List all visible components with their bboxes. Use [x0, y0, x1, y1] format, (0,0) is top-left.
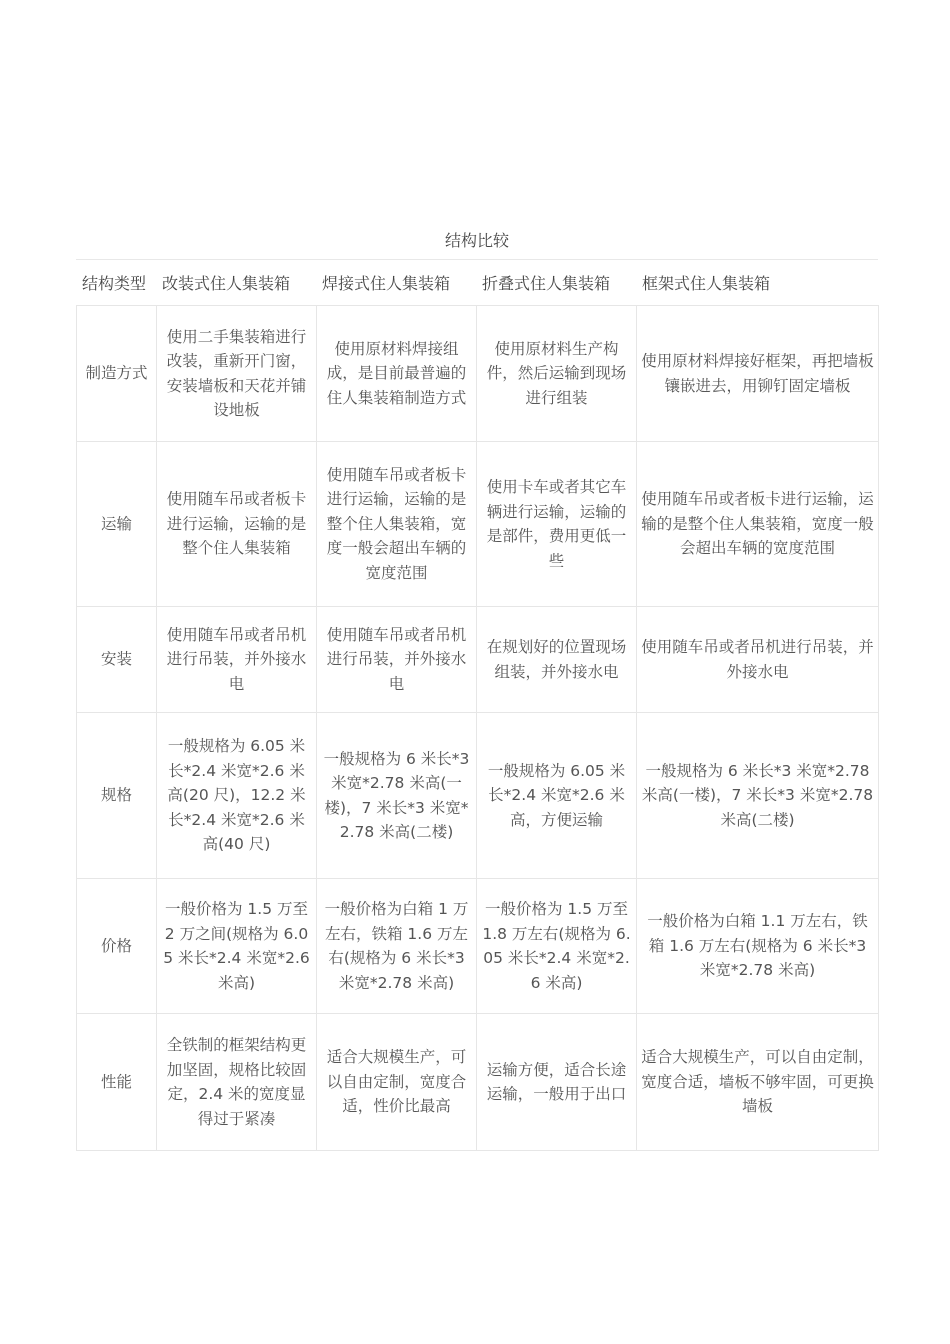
table-cell: 一般规格为 6.05 米长*2.4 米宽*2.6 米高，方便运输	[477, 713, 637, 879]
table-caption: 结构比较	[76, 226, 878, 260]
table-cell: 在规划好的位置现场组装，并外接水电	[477, 607, 637, 713]
header-modified-container: 改装式住人集装箱	[162, 274, 291, 293]
header-welded-container: 焊接式住人集装箱	[322, 274, 451, 293]
table-cell: 一般规格为 6 米长*3 米宽*2.78 米高(一楼)，7 米长*3 米宽*2.78 米高(二楼)	[637, 713, 879, 879]
table-cell: 运输方便，适合长途运输，一般用于出口	[477, 1014, 637, 1151]
header-frame-container: 框架式住人集装箱	[642, 274, 771, 293]
table-cell: 使用原材料焊接组成，是目前最普遍的住人集装箱制造方式	[317, 306, 477, 442]
table-row	[77, 442, 879, 607]
table-cell: 一般价格为白箱 1 万左右，铁箱 1.6 万左右(规格为 6 米长*3 米宽*2.78 米高)	[317, 879, 477, 1014]
table-cell: 使用卡车或者其它车辆进行运输，运输的是部件，费用更低一些	[477, 442, 637, 607]
table-cell: 使用随车吊或者板卡进行运输，运输的是整个住人集装箱，宽度一般会超出车辆的宽度范围	[637, 442, 879, 607]
row-label-price: 价格	[77, 879, 157, 1014]
header-folding-container: 折叠式住人集装箱	[482, 274, 611, 293]
table-cell: 一般规格为 6 米长*3 米宽*2.78 米高(一楼)，7 米长*3 米宽*2.78 米高(二楼)	[317, 713, 477, 879]
table-row	[77, 879, 879, 1014]
row-label-specification: 规格	[77, 713, 157, 879]
comparison-table	[76, 305, 879, 1151]
header-structure-type: 结构类型	[82, 274, 147, 293]
table-cell: 使用随车吊或者板卡进行运输，运输的是整个住人集装箱，宽度一般会超出车辆的宽度范围	[317, 442, 477, 607]
table-header-row	[76, 262, 878, 306]
table-row	[77, 713, 879, 879]
table-cell: 使用随车吊或者吊机进行吊装，并外接水电	[637, 607, 879, 713]
table-cell: 使用随车吊或者吊机进行吊装，并外接水电	[317, 607, 477, 713]
table-cell: 一般规格为 6.05 米长*2.4 米宽*2.6 米高(20 尺)，12.2 米长*2.4 米宽*2.6 米高(40 尺)	[157, 713, 317, 879]
table-cell: 使用随车吊或者吊机进行吊装，并外接水电	[157, 607, 317, 713]
table-cell: 适合大规模生产，可以自由定制，宽度合适，性价比最高	[317, 1014, 477, 1151]
table-row	[77, 306, 879, 442]
row-label-manufacturing: 制造方式	[77, 306, 157, 442]
table-cell: 一般价格为 1.5 万至 1.8 万左右(规格为 6.05 米长*2.4 米宽*2.6 米高)	[477, 879, 637, 1014]
table-row	[77, 607, 879, 713]
row-label-transport: 运输	[77, 442, 157, 607]
row-label-installation: 安装	[77, 607, 157, 713]
table-row	[77, 1014, 879, 1151]
table-cell: 一般价格为白箱 1.1 万左右，铁箱 1.6 万左右(规格为 6 米长*3 米宽*2.78 米高)	[637, 879, 879, 1014]
row-label-performance: 性能	[77, 1014, 157, 1151]
table-cell: 使用原材料焊接好框架，再把墙板镶嵌进去，用铆钉固定墙板	[637, 306, 879, 442]
table-cell: 适合大规模生产，可以自由定制，宽度合适，墙板不够牢固，可更换墙板	[637, 1014, 879, 1151]
table-cell: 全铁制的框架结构更加坚固，规格比较固定，2.4 米的宽度显得过于紧凑	[157, 1014, 317, 1151]
table-cell: 使用原材料生产构件，然后运输到现场进行组装	[477, 306, 637, 442]
table-cell: 使用随车吊或者板卡进行运输，运输的是整个住人集装箱	[157, 442, 317, 607]
table-cell: 一般价格为 1.5 万至 2 万之间(规格为 6.05 米长*2.4 米宽*2.6 米高)	[157, 879, 317, 1014]
table-cell: 使用二手集装箱进行改装，重新开门窗，安装墙板和天花并铺设地板	[157, 306, 317, 442]
